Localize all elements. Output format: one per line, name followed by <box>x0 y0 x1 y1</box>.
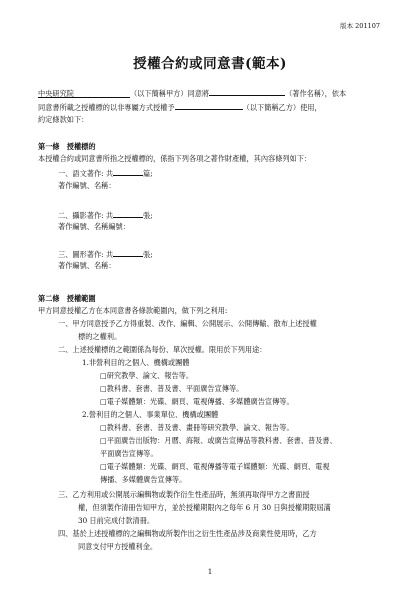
article-1-item-graphic <box>58 249 153 259</box>
party-a-name: 中央研究院 <box>38 89 74 98</box>
article-2-clause-3-cont: 權，但須製作清冊告知甲方，並於授權期限內之每年 6 月 30 日與授權期限屆滿 <box>78 503 331 512</box>
intro-text: （著作名稱），依本 <box>285 89 347 98</box>
article-1-item-photo <box>58 210 153 220</box>
document-title: 授權合約或同意書(範本) <box>133 56 287 72</box>
party-b-field <box>175 102 243 110</box>
commercial-option-books[interactable]: □教科書、套書、普及書、畫冊等研究教學、論文、報告等。 <box>100 423 294 432</box>
intro-line-3: 約定條款如下： <box>38 115 89 124</box>
article-2-clause-4-cont: 同意支付甲方授權利金。 <box>78 542 158 551</box>
intro-text: （以下簡稱甲方）同意將 <box>130 89 210 98</box>
count-field <box>113 168 143 176</box>
intro-text: 同意書所載之授權標的以非專屬方式授權予 <box>38 103 175 112</box>
article-2-clause-3-cont2: 30 日前完成付款清冊。 <box>78 516 155 525</box>
count-field <box>113 249 143 257</box>
article-2-clause-4: 四、基於上述授權標的之編輯物或所製作出之衍生性產品涉及商業性使用時，乙方 <box>58 529 317 538</box>
item-unit: 張; <box>143 250 153 259</box>
nonprofit-option-research[interactable]: □研究教學、論文、報告等。 <box>100 371 194 380</box>
article-2-heading: 第二條 授權範圍 <box>38 294 96 303</box>
item-unit: 張; <box>143 211 153 220</box>
page-number: 1 <box>207 567 213 576</box>
commercial-option-print-ads[interactable]: □平面廣告出版物：月曆、海報、或廣告宣傳品等教科書、套書、普及書、 <box>100 436 337 445</box>
intro-line-1 <box>38 88 346 98</box>
article-1-item-graphic-detail: 著作編號、名稱： <box>58 261 116 270</box>
count-field <box>113 210 143 218</box>
article-2-clause-1: 一、甲方同意授予乙方得重製、改作、編輯、公開展示、公開傳輸、散布上述授權 <box>58 319 317 328</box>
article-2-description: 甲方同意授權乙方在本同意書各條款範圍內，做下列之利用: <box>38 306 228 315</box>
party-a-field <box>38 90 130 98</box>
nonprofit-option-print[interactable]: □教科書、套書、普及書、平面廣告宣傳等。 <box>100 384 244 393</box>
item-label: 三、圖形著作: 共 <box>58 250 114 259</box>
version-label: 版本 201107 <box>340 22 380 30</box>
article-1-item-photo-detail: 著作編號、名稱編號： <box>58 222 130 231</box>
nonprofit-heading: 1.非營利目的之個人、機構或團體 <box>82 358 190 367</box>
intro-line-2 <box>38 102 322 112</box>
article-1-item-literary <box>58 168 153 178</box>
commercial-option-electronic-cont: 傳播、多媒體廣告宣傳等。 <box>100 475 187 484</box>
commercial-option-print-ads-cont: 平面廣告宣傳等。 <box>100 449 158 458</box>
intro-text: （以下簡稱乙方）使用， <box>242 103 322 112</box>
article-1-description: 本授權合約或同意書所指之授權標的，係指下列各項之著作財產權，其內容條列如下： <box>38 154 312 163</box>
nonprofit-option-electronic[interactable]: □電子媒體類：光碟、網頁、電視傳播、多媒體廣告宣傳等。 <box>100 397 294 406</box>
commercial-option-electronic[interactable]: □電子媒體類：光碟、網頁、電視傳播等電子媒體類：光碟、網頁、電視 <box>100 462 330 471</box>
commercial-heading: 2.營利目的之個人、事業單位、機構或團體 <box>82 410 219 419</box>
article-2-clause-1-cont: 標的之權利。 <box>78 332 122 341</box>
item-unit: 篇; <box>143 169 153 178</box>
article-1-heading: 第一條 授權標的 <box>38 142 96 151</box>
work-name-field <box>209 88 285 96</box>
article-1-item-literary-detail: 著作編號、名稱： <box>58 181 116 190</box>
item-label: 二、攝影著作: 共 <box>58 211 114 220</box>
item-label: 一、語文著作: 共 <box>58 169 114 178</box>
article-2-clause-2: 二、上述授權標的之範圍係為每份、單次授權。限用於下列用途： <box>58 345 267 354</box>
article-2-clause-3: 三、乙方利用或公開展示編輯物或製作衍生性產品時，無須再取得甲方之書面授 <box>58 490 310 499</box>
